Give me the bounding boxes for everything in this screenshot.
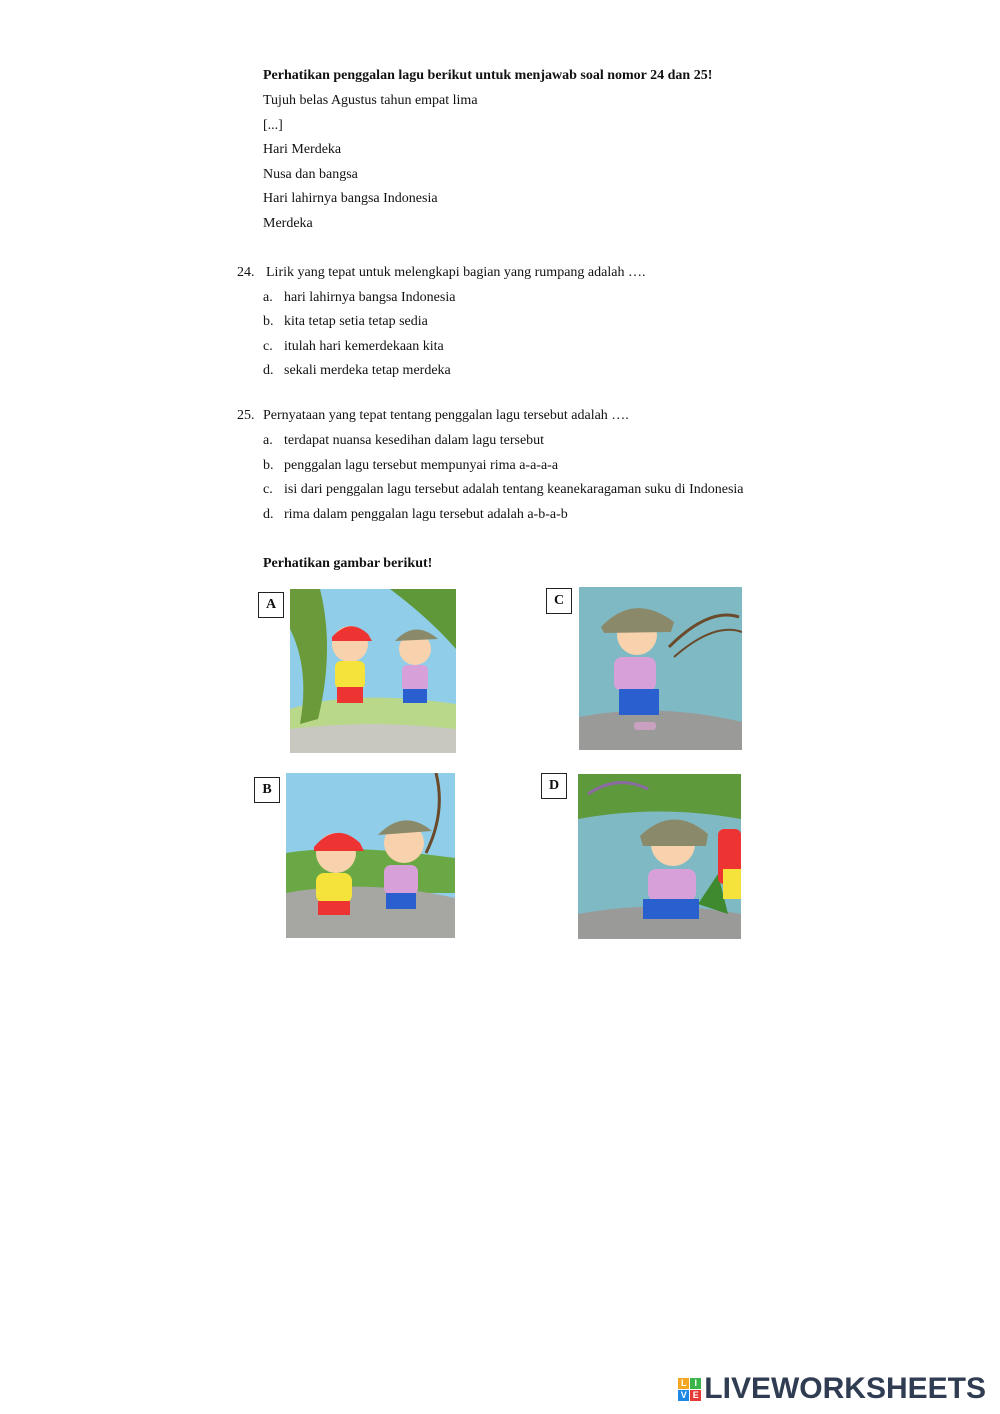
picture-c-boy-fishing[interactable] <box>579 587 742 750</box>
q25-option-d[interactable]: rima dalam penggalan lagu tersebut adalah a-b-a-b <box>284 507 568 522</box>
picture-b-kids-laughing[interactable] <box>286 773 455 938</box>
live-letter-i: I <box>690 1378 701 1389</box>
q25-option-b-letter: b. <box>263 458 274 473</box>
song-line: Merdeka <box>263 216 313 231</box>
song-line: Tujuh belas Agustus tahun empat lima <box>263 93 478 108</box>
picture-a-kids-walking[interactable] <box>290 589 456 753</box>
label-box-d: D <box>541 773 567 799</box>
question-24-text: Lirik yang tepat untuk melengkapi bagian yang rumpang adalah …. <box>266 265 646 280</box>
q24-option-c[interactable]: itulah hari kemerdekaan kita <box>284 339 444 354</box>
q24-option-a-letter: a. <box>263 290 273 305</box>
label-box-a: A <box>258 592 284 618</box>
q25-option-c[interactable]: isi dari penggalan lagu tersebut adalah tentang keanekaragaman suku di Indonesia <box>284 482 744 497</box>
q24-option-b[interactable]: kita tetap setia tetap sedia <box>284 314 428 329</box>
picture-d-fishing-from-behind[interactable] <box>578 774 741 939</box>
song-line: Hari Merdeka <box>263 142 342 157</box>
label-box-c: C <box>546 588 572 614</box>
label-box-b: B <box>254 777 280 803</box>
song-line: Hari lahirnya bangsa Indonesia <box>263 191 438 206</box>
live-letter-v: V <box>678 1390 689 1401</box>
q24-option-d-letter: d. <box>263 363 274 378</box>
logo-text: LIVEWORKSHEETS <box>704 1372 986 1405</box>
pictures-instruction: Perhatikan gambar berikut! <box>263 556 433 571</box>
question-25-text: Pernyataan yang tepat tentang penggalan lagu tersebut adalah …. <box>263 408 629 423</box>
song-instruction: Perhatikan penggalan lagu berikut untuk menjawab soal nomor 24 dan 25! <box>263 68 713 83</box>
q25-option-b[interactable]: penggalan lagu tersebut mempunyai rima a-a-a-a <box>284 458 559 473</box>
q24-option-b-letter: b. <box>263 314 274 329</box>
live-letter-l: L <box>678 1378 689 1389</box>
q25-option-a-letter: a. <box>263 433 273 448</box>
live-letter-e: E <box>690 1390 701 1401</box>
song-line-blank: [...] <box>263 118 283 133</box>
question-25-number: 25. <box>237 408 255 423</box>
live-grid-icon <box>678 1378 701 1401</box>
question-24-number: 24. <box>237 265 255 280</box>
q25-option-a[interactable]: terdapat nuansa kesedihan dalam lagu tersebut <box>284 433 545 448</box>
q24-option-d[interactable]: sekali merdeka tetap merdeka <box>284 363 451 378</box>
song-line: Nusa dan bangsa <box>263 167 358 182</box>
q24-option-c-letter: c. <box>263 339 273 354</box>
q25-option-d-letter: d. <box>263 507 274 522</box>
q24-option-a[interactable]: hari lahirnya bangsa Indonesia <box>284 290 456 305</box>
liveworksheets-logo[interactable] <box>678 1372 986 1406</box>
q25-option-c-letter: c. <box>263 482 273 497</box>
